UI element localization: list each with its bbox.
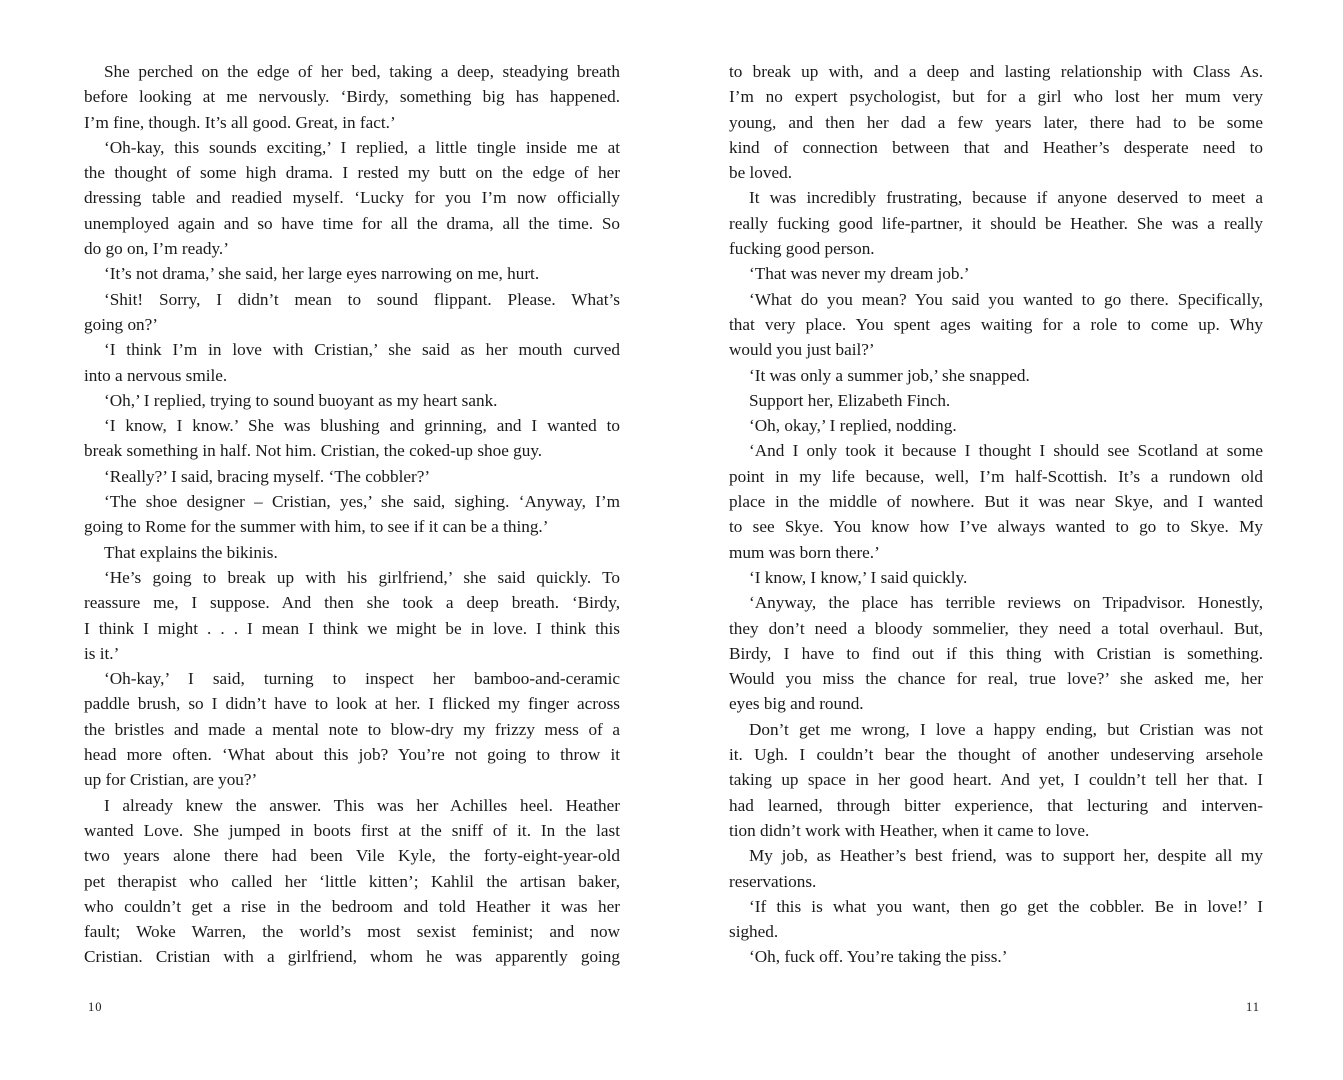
text-line: ‘It was only a summer job,’ she snapped. [749, 365, 1030, 385]
text-line: ‘I know, I know,’ I said quickly. [749, 567, 968, 587]
text-line: ‘If this is what you want, then go get the cobbler. Be in love!’ I [749, 896, 1263, 916]
text-line: Cristian. Cristian with a girlfriend, whom he was apparently going [84, 947, 620, 967]
text-line: My job, as Heather’s best friend, was to support her, despite all my [749, 846, 1263, 866]
text-line: Don’t get me wrong, I love a happy ending, but Cristian was not [749, 719, 1263, 739]
text-line: had learned, through bitter experience, that lecturing and interven- [729, 795, 1263, 815]
text-line: be loved. [729, 163, 793, 183]
text-line: to see Skye. You know how I’ve always wanted to go to Skye. My [729, 517, 1263, 537]
text-line: ‘And I only took it because I thought I should see Scotland at some [749, 441, 1263, 461]
text-line: ‘Oh-kay, this sounds exciting,’ I replied, a little tingle inside me at [104, 137, 620, 157]
text-line: ‘Anyway, the place has terrible reviews on Tripadvisor. Honestly, [749, 593, 1263, 613]
text-line: before looking at me nervously. ‘Birdy, something big has happened. [84, 87, 620, 107]
text-line: ‘Really?’ I said, bracing myself. ‘The cobbler?’ [104, 466, 431, 486]
text-line: tion didn’t work with Heather, when it came to love. [729, 820, 1090, 840]
text-line: I already knew the answer. This was her Achilles heel. Heather [104, 795, 620, 815]
text-line: That explains the bikinis. [104, 542, 278, 562]
text-line: reservations. [729, 871, 817, 891]
left-page-number: 10 [88, 1000, 103, 1014]
text-line: She perched on the edge of her bed, taking a deep, steadying breath [104, 62, 620, 81]
text-line: reassure me, I suppose. And then she took a deep breath. ‘Birdy, [84, 593, 620, 613]
text-line: ‘That was never my dream job.’ [749, 264, 970, 284]
text-line: Birdy, I have to find out if this thing with Cristian is something. [729, 643, 1263, 663]
text-line: mum was born there.’ [729, 542, 880, 562]
text-line: ‘Shit! Sorry, I didn’t mean to sound flippant. Please. What’s [104, 289, 620, 309]
text-line: young, and then her dad a few years later, there had to be some [729, 112, 1263, 132]
text-line: do go on, I’m ready.’ [84, 239, 229, 259]
text-line: break something in half. Not him. Cristian, the coked-up shoe guy. [84, 441, 543, 461]
text-line: ‘The shoe designer – Cristian, yes,’ she said, sighing. ‘Anyway, I’m [104, 492, 620, 512]
text-line: fucking good person. [729, 239, 875, 259]
text-line: ‘What do you mean? You said you wanted to go there. Specifically, [749, 289, 1263, 309]
text-line: up for Cristian, are you?’ [84, 770, 258, 790]
text-line: it. Ugh. I couldn’t bear the thought of another undeserving arsehole [729, 745, 1263, 765]
text-line: that very place. You spent ages waiting for a role to come up. Why [729, 314, 1263, 334]
text-line: would you just bail?’ [729, 340, 875, 360]
text-line: the thought of some high drama. I rested my butt on the edge of her [84, 163, 620, 183]
text-line: wanted Love. She jumped in boots first at the sniff of it. In the last [84, 820, 620, 840]
text-line: I’m no expert psychologist, but for a girl who lost her mum very [729, 87, 1263, 107]
text-line: ‘Oh, okay,’ I replied, nodding. [749, 416, 957, 436]
text-line: I’m fine, though. It’s all good. Great, in fact.’ [84, 112, 396, 132]
text-line: point in my life because, well, I’m half-Scottish. It’s a rundown old [729, 466, 1263, 486]
text-line: I think I might . . . I mean I think we might be in love. I think this [84, 618, 620, 638]
text-line: It was incredibly frustrating, because if anyone deserved to meet a [749, 188, 1263, 208]
text-line: ‘I know, I know.’ She was blushing and grinning, and I wanted to [104, 416, 620, 436]
text-line: head more often. ‘What about this job? You’re not going to throw it [84, 745, 620, 765]
text-line: to break up with, and a deep and lasting relationship with Class As. [729, 62, 1263, 81]
text-line: sighed. [729, 922, 779, 942]
text-line: Would you miss the chance for real, true love?’ she asked me, her [729, 669, 1263, 689]
text-line: they don’t need a bloody sommelier, they need a total overhaul. But, [729, 618, 1263, 638]
text-line: fault; Woke Warren, the world’s most sexist feminist; and now [84, 922, 620, 942]
text-line: ‘It’s not drama,’ she said, her large eyes narrowing on me, hurt. [104, 264, 540, 284]
text-line: the bristles and made a mental note to blow-dry my frizzy mess of a [84, 719, 620, 739]
text-line: going on?’ [84, 314, 158, 334]
text-line: ‘He’s going to break up with his girlfriend,’ she said quickly. To [104, 567, 620, 587]
text-line: kind of connection between that and Heather’s desperate need to [729, 137, 1263, 157]
text-line: taking up space in her good heart. And yet, I couldn’t tell her that. I [729, 770, 1263, 790]
text-line: two years alone there had been Vile Kyle, the forty-eight-year-old [84, 846, 620, 866]
text-line: really fucking good life-partner, it should be Heather. She was a really [729, 213, 1263, 233]
text-line: Support her, Elizabeth Finch. [749, 390, 951, 410]
text-line: who couldn’t get a rise in the bedroom and told Heather it was her [84, 896, 620, 916]
text-line: pet therapist who called her ‘little kitten’; Kahlil the artisan baker, [84, 871, 620, 891]
text-line: paddle brush, so I didn’t have to look at her. I flicked my finger across [84, 694, 620, 714]
text-line: eyes big and round. [729, 694, 864, 714]
text-line: place in the middle of nowhere. But it was near Skye, and I wanted [729, 492, 1263, 512]
right-page-number: 11 [1246, 1000, 1261, 1014]
text-line: dressing table and readied myself. ‘Lucky for you I’m now officially [84, 188, 620, 208]
right-page [729, 59, 1263, 970]
text-line: unemployed again and so have time for all the drama, all the time. So [84, 213, 620, 233]
text-line: into a nervous smile. [84, 365, 228, 385]
text-line: ‘Oh,’ I replied, trying to sound buoyant as my heart sank. [104, 390, 498, 410]
text-line: ‘Oh, fuck off. You’re taking the piss.’ [749, 947, 1008, 967]
text-line: ‘Oh-kay,’ I said, turning to inspect her bamboo-and-ceramic [104, 669, 620, 689]
text-line: ‘I think I’m in love with Cristian,’ she said as her mouth curved [104, 340, 620, 360]
text-line: going to Rome for the summer with him, to see if it can be a thing.’ [84, 517, 549, 537]
left-page [84, 59, 620, 970]
text-line: is it.’ [84, 643, 120, 663]
